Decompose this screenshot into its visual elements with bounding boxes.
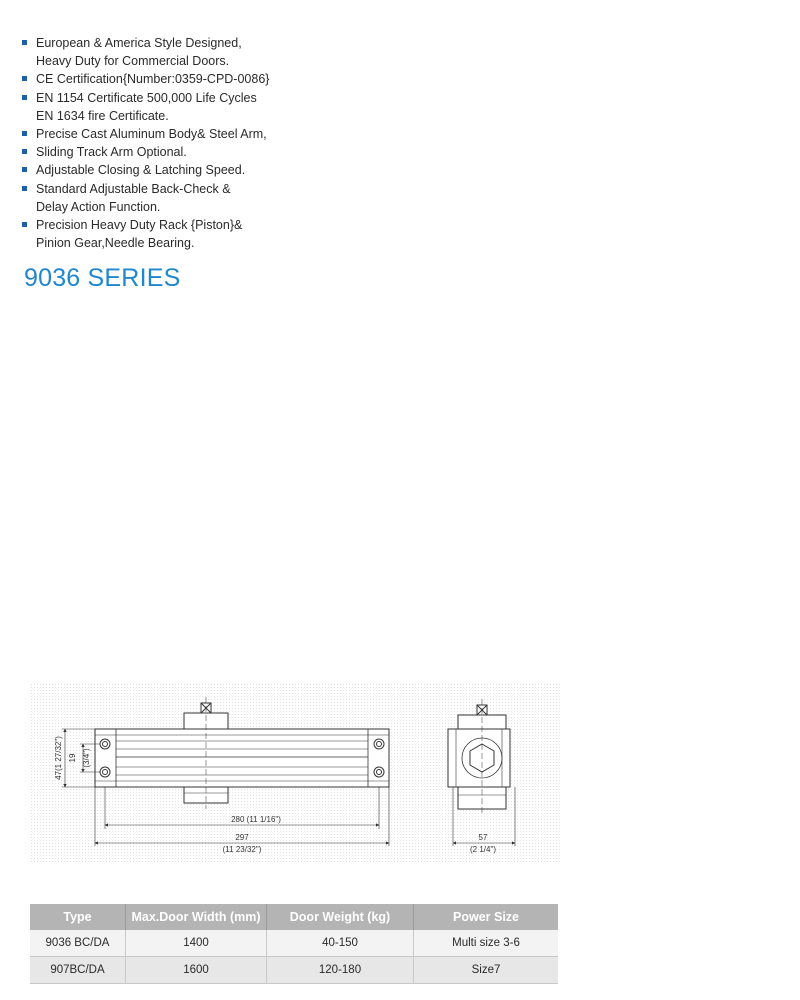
feature-line: Delay Action Function.: [36, 199, 161, 214]
cell-power-size: Size7: [414, 957, 559, 984]
bullet-icon: [22, 40, 27, 45]
bullet-icon: [22, 222, 27, 227]
feature-line: CE Certification{Number:0359-CPD-0086}: [36, 72, 270, 87]
bullet-icon: [22, 167, 27, 172]
table-row: [30, 930, 558, 957]
cell-door-weight: 40-150: [267, 930, 414, 957]
series-title: 9036 SERIES: [24, 264, 181, 292]
feature-item: [22, 161, 322, 179]
feature-line: Standard Adjustable Back-Check &: [36, 181, 231, 196]
dim-hole-span: 280 (11 1/16"): [231, 815, 281, 824]
feature-line: Heavy Duty for Commercial Doors.: [36, 54, 230, 69]
feature-line: Precise Cast Aluminum Body& Steel Arm,: [36, 127, 267, 142]
feature-item: [22, 143, 322, 161]
table-row: [30, 957, 558, 984]
feature-line: Precision Heavy Duty Rack {Piston}&: [36, 218, 243, 233]
feature-list: [22, 34, 322, 252]
feature-item: [22, 70, 322, 88]
cell-max-door-width: 1400: [126, 930, 267, 957]
technical-drawing: [30, 683, 560, 863]
feature-line: Pinion Gear,Needle Bearing.: [36, 236, 195, 251]
spec-table-header-row: [30, 904, 558, 930]
feature-line: European & America Style Designed,: [36, 36, 242, 50]
cell-type: 907BC/DA: [30, 957, 126, 984]
cell-type: 9036 BC/DA: [30, 930, 126, 957]
dim-length-inch: (11 23/32"): [222, 845, 262, 854]
feature-line: EN 1634 fire Certificate.: [36, 108, 169, 123]
spec-table: [30, 904, 558, 984]
bullet-icon: [22, 149, 27, 154]
dim-width-inch: (2 1/4"): [470, 845, 496, 854]
bullet-icon: [22, 76, 27, 81]
feature-item: [22, 180, 322, 216]
cell-max-door-width: 1600: [126, 957, 267, 984]
bullet-icon: [22, 131, 27, 136]
dim-height-inner-inch: (3/4"): [82, 748, 91, 768]
feature-item: [22, 89, 322, 125]
feature-item: [22, 216, 322, 252]
feature-item: [22, 125, 322, 143]
feature-item: [22, 34, 322, 70]
header-max-door-width: Max.Door Width (mm): [126, 904, 267, 930]
bullet-icon: [22, 95, 27, 100]
header-type: Type: [30, 904, 126, 930]
cell-door-weight: 120-180: [267, 957, 414, 984]
dim-length: 297: [235, 833, 249, 842]
header-power-size: Power Size: [414, 904, 559, 930]
body-outline: [95, 729, 389, 787]
feature-line: EN 1154 Certificate 500,000 Life Cycles: [36, 90, 257, 105]
technical-drawing-svg: [30, 683, 560, 863]
bullet-icon: [22, 186, 27, 191]
feature-line: Sliding Track Arm Optional.: [36, 145, 187, 160]
dim-height-inner: 19: [68, 753, 77, 763]
feature-line: Adjustable Closing & Latching Speed.: [36, 163, 246, 178]
header-door-weight: Door Weight (kg): [267, 904, 414, 930]
dim-height-total: 47(1 27/32"): [54, 736, 63, 780]
dim-width: 57: [478, 833, 488, 842]
cell-power-size: Multi size 3-6: [414, 930, 559, 957]
